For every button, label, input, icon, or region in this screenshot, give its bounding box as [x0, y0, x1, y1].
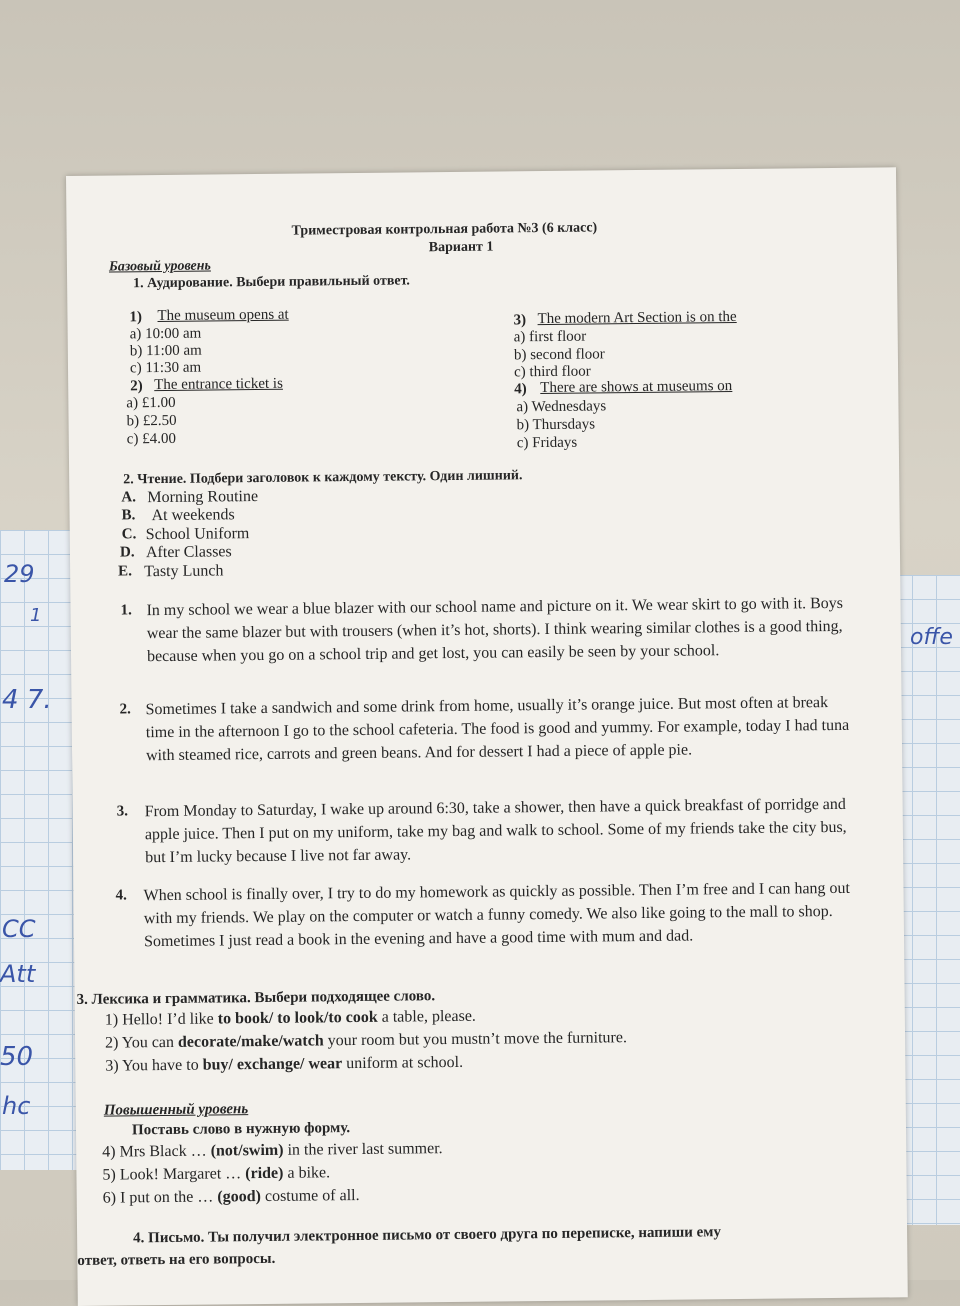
- item-text: Hello! I’d like: [122, 1010, 218, 1029]
- worksheet-paper: [66, 167, 908, 1306]
- option-text: At weekends: [151, 506, 235, 525]
- question-text: There are shows at museums on: [540, 378, 733, 397]
- handwritten-note: 1: [30, 605, 42, 626]
- task3-heading: 3. Лексика и грамматика. Выбери подходящее слово.: [76, 988, 436, 1008]
- question-text: The museum opens at: [157, 306, 289, 325]
- variant-label: Вариант 1: [428, 239, 494, 256]
- base-level-heading: Базовый уровень: [108, 258, 211, 275]
- answer-option: a) 10:00 am: [129, 325, 202, 343]
- option-text: Tasty Lunch: [144, 562, 224, 581]
- option-letter: A.: [121, 489, 137, 506]
- option-letter: C.: [121, 526, 137, 543]
- option-letter: E.: [118, 563, 132, 580]
- text-body: From Monday to Saturday, I wake up around 6:30, take a shower, then have a quick breakfast of porridge and apple juice. Then I put on my uniform, take my bag and walk to school. Some of my friends take the city bus, but I’m lucky because I live not far away.: [144, 795, 847, 867]
- task1-heading: 1. Аудирование. Выбери правильный ответ.: [133, 273, 410, 292]
- item-text: Mrs Black …: [119, 1142, 211, 1161]
- task4-heading-cont: ответ, ответь на его вопросы.: [77, 1250, 276, 1269]
- item-number: 1): [104, 1011, 119, 1029]
- text-number: 3.: [116, 803, 128, 820]
- answer-option: a) £1.00: [126, 394, 176, 412]
- task2-heading: 2. Чтение. Подбери заголовок к каждому тексту. Один лишний.: [123, 468, 523, 488]
- item-text: in the river last summer.: [283, 1140, 443, 1159]
- item-number: 3): [105, 1057, 119, 1075]
- item-text: costume of all.: [260, 1186, 360, 1206]
- item-prompt: (not/swim): [210, 1141, 284, 1160]
- text-body: Sometimes I take a sandwich and some drink from home, usually it’s orange juice. But most often at break time in the afternoon I go to the school cafeteria. The food is good and yummy. For example, today I had tuna with steamed rice, carrots and green beans. And for dessert I had a piece of apple pie.: [145, 694, 850, 765]
- item-choices: buy/ exchange/ wear: [202, 1055, 343, 1074]
- answer-option: a) Wednesdays: [516, 398, 607, 416]
- text-number: 1.: [120, 602, 132, 619]
- word-form-item: [102, 1140, 443, 1162]
- handwritten-note: 50: [0, 1042, 34, 1072]
- answer-option: b) second floor: [513, 346, 605, 364]
- text-body: In my school we wear a blue blazer with our school name and picture on it. We wear skirt to go with it. Boys wear the same blazer but with trousers (when it’s hot, shorts). I think wearing similar clothes is a good thing, because when you go on a school trip and get lost, you can easily be seen by your school.: [146, 594, 844, 666]
- advanced-task-heading: Поставь слово в нужную форму.: [131, 1120, 351, 1139]
- item-text: a table, please.: [377, 1007, 476, 1026]
- answer-option: a) first floor: [513, 328, 587, 346]
- text-body: When school is finally over, I try to do my homework as quickly as possible. Then I’m free and I can hang out with my friends. We play on the computer or watch a funny comedy. We also like going to the mall to shop. Sometimes I just read a book in the evening and have a good time with mum and dad.: [143, 879, 851, 951]
- item-text: a bike.: [283, 1164, 331, 1182]
- question-number: 3): [513, 312, 527, 329]
- option-letter: B.: [121, 507, 136, 524]
- handwritten-note: offe: [910, 625, 953, 650]
- option-text: After Classes: [145, 543, 232, 562]
- question-text: The entrance ticket is: [154, 375, 283, 394]
- answer-option: b) Thursdays: [516, 416, 596, 434]
- item-choices: decorate/make/watch: [177, 1032, 324, 1051]
- question-number: 2): [130, 378, 143, 395]
- word-form-item: [102, 1164, 330, 1184]
- option-text: School Uniform: [145, 525, 250, 544]
- item-text: your room but you mustn’t move the furniture.: [323, 1029, 627, 1050]
- item-prompt: (good): [217, 1188, 262, 1206]
- option-text: Morning Routine: [147, 488, 259, 507]
- word-form-item: [103, 1187, 360, 1208]
- text-number: 4.: [115, 887, 127, 904]
- grammar-item: [105, 1008, 476, 1030]
- item-number: 4): [102, 1143, 116, 1161]
- answer-option: c) £4.00: [126, 430, 176, 448]
- handwritten-note: CC: [2, 915, 36, 943]
- question-text: The modern Art Section is on the: [537, 308, 737, 328]
- answer-option: c) third floor: [513, 363, 591, 381]
- page-title: Триместровая контрольная работа №3 (6 класс): [291, 220, 598, 239]
- grammar-item: [105, 1029, 627, 1052]
- advanced-level-heading: Повышенный уровень: [103, 1101, 249, 1119]
- grammar-item: [105, 1054, 463, 1076]
- answer-option: c) 11:30 am: [129, 359, 202, 377]
- option-letter: D.: [119, 544, 135, 561]
- handwritten-note: Att: [0, 960, 36, 988]
- handwritten-note: 29: [4, 560, 35, 588]
- question-number: 4): [514, 381, 527, 398]
- text-number: 2.: [119, 701, 131, 718]
- item-text: You can: [121, 1033, 179, 1052]
- item-number: 5): [102, 1166, 116, 1184]
- task4-heading: 4. Письмо. Ты получил электронное письмо от своего друга по переписке, напиши ему: [133, 1224, 722, 1247]
- item-choices: to book/ to look/to cook: [217, 1008, 378, 1028]
- answer-option: c) Fridays: [516, 434, 578, 452]
- item-text: I put on the …: [119, 1188, 218, 1207]
- item-text: uniform at school.: [342, 1053, 464, 1073]
- item-text: Look! Margaret …: [119, 1165, 246, 1184]
- answer-option: b) £2.50: [126, 412, 177, 430]
- answer-option: b) 11:00 am: [129, 342, 202, 360]
- question-number: 1): [129, 309, 143, 326]
- item-text: You have to: [121, 1056, 203, 1075]
- handwritten-note: hc: [2, 1092, 31, 1120]
- item-prompt: (ride): [245, 1164, 284, 1183]
- handwritten-note: 4 7.: [2, 685, 52, 715]
- item-number: 6): [102, 1189, 117, 1207]
- item-number: 2): [104, 1034, 119, 1052]
